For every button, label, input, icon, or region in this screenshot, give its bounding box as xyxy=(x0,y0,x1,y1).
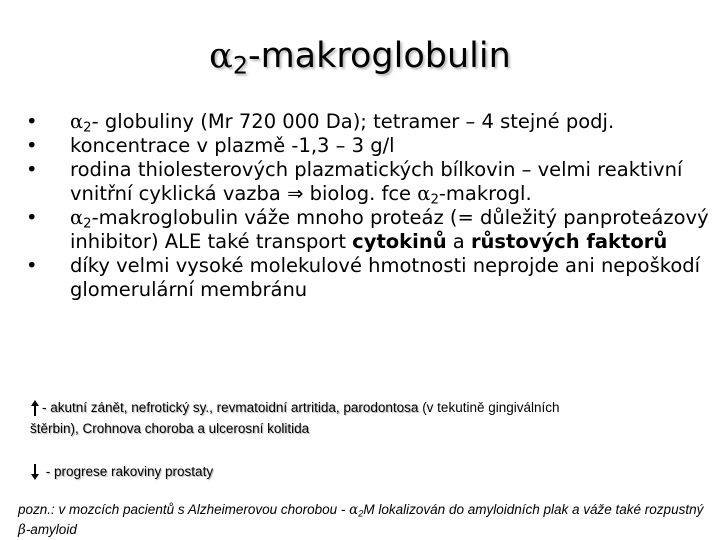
footnote xyxy=(18,500,708,540)
arrow-up-icon xyxy=(30,399,40,417)
title-alpha: α xyxy=(209,36,233,76)
bullet-4-text-b: a xyxy=(446,230,471,253)
bullet-1-alpha: α xyxy=(70,110,84,133)
footnote-text-b: M lokalizován do amyloidních plak a váže také rozpustný xyxy=(363,502,704,517)
bullet-3-text-c: -makrogl. xyxy=(438,182,532,205)
slide-title xyxy=(0,34,720,78)
increase-text: - akutní zánět, nefrotický sy., revmatoidní artritida, parodontosa xyxy=(42,400,419,415)
bullet-1-subscript: 2 xyxy=(83,120,92,136)
bullet-3-text-b: biolog. fce xyxy=(303,182,418,205)
bullet-3-alpha: α xyxy=(417,182,431,205)
bullet-list xyxy=(22,110,712,302)
title-text: -makroglobulin xyxy=(247,36,511,76)
bullet-4-alpha: α xyxy=(70,206,84,229)
bullet-4-bold-cytokines: cytokinů xyxy=(352,230,447,253)
increase-text-line2: štěrbin), Crohnova choroba a ulcerosní kolitida xyxy=(30,421,310,436)
footnote-beta: β xyxy=(18,522,26,538)
footnote-alpha: α xyxy=(349,502,359,518)
increase-block xyxy=(30,397,715,439)
bullet-5-text: díky velmi vysoké molekulové hmotnosti neprojde ani nepoškodí glomerulární membránu xyxy=(70,254,701,301)
bullet-item-2 xyxy=(22,134,712,158)
bullet-item-5 xyxy=(22,254,712,302)
footnote-text-c: -amyloid xyxy=(25,522,77,537)
footnote-text-a: v mozcích pacientů s Alzheimerovou chorobou - xyxy=(54,502,350,517)
footnote-subscript: 2 xyxy=(358,508,364,519)
bullet-4-bold-growth-factors: růstových faktorů xyxy=(470,230,668,253)
bullet-item-3 xyxy=(22,158,712,206)
bullet-4-text-a: -makroglobulin váže mnoho proteáz (= důležitý panproteázový inhibitor) ALE také transport xyxy=(70,206,709,253)
bullet-2-text: koncentrace v plazmě -1,3 – 3 g/l xyxy=(70,134,395,157)
bullet-item-4 xyxy=(22,206,712,254)
footnote-prefix: pozn.: xyxy=(18,502,55,517)
bullet-item-1 xyxy=(22,110,712,134)
implies-arrow-icon: ⇒ xyxy=(287,182,304,205)
increase-text-plain: (v tekutině gingiválních xyxy=(418,400,560,415)
decrease-block xyxy=(30,461,715,482)
bullet-4-subscript: 2 xyxy=(83,216,92,232)
arrow-down-icon xyxy=(30,463,40,481)
bullet-1-text: - globuliny (Mr 720 000 Da); tetramer – 4 stejné podj. xyxy=(91,110,615,133)
bullet-3-text-a: rodina thiolesterových plazmatických bílkovin – velmi reaktivní vnitřní cyklická vazba xyxy=(70,158,683,205)
bullet-3-subscript: 2 xyxy=(430,192,439,208)
decrease-text: - progrese rakoviny prostaty xyxy=(42,464,214,479)
title-subscript: 2 xyxy=(232,51,248,80)
